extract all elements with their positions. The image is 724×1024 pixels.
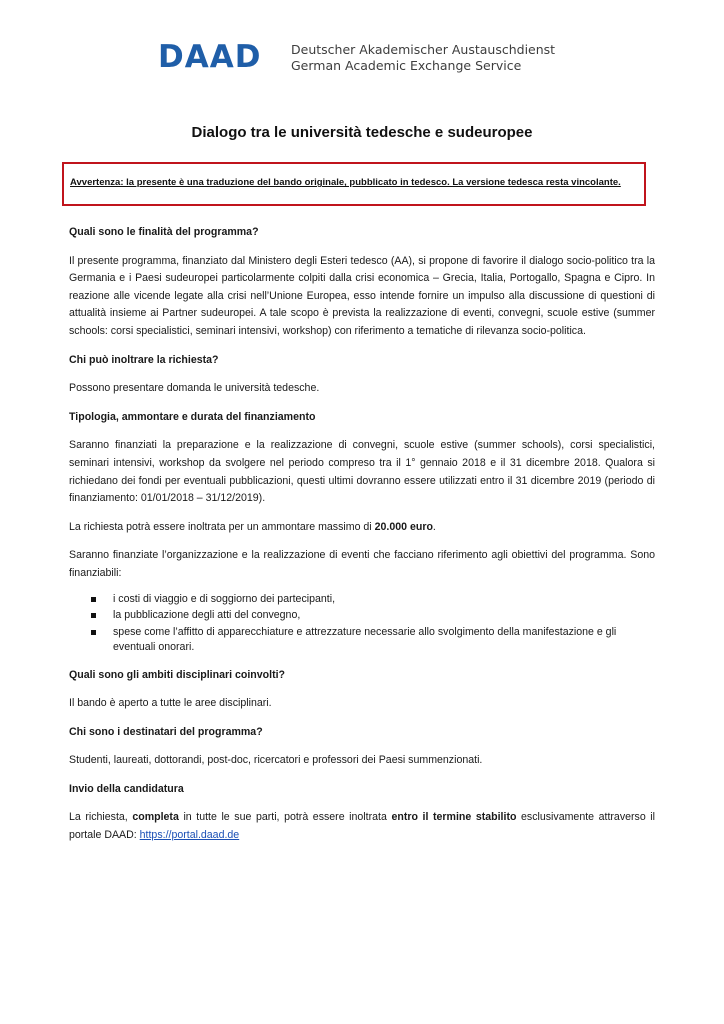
application-bold-deadline: entro il termine stabilito [391, 811, 517, 824]
funding-amount-value: 20.000 euro [374, 520, 433, 533]
list-item: spese come l’affitto di apparecchiature e attrezzature necessarie allo svolgimento della manifestazione e gli eventuali onorari. [113, 625, 655, 656]
heading-disciplines: Quali sono gli ambiti disciplinari coinvolti? [69, 668, 286, 681]
application-text-post: esclusivamente attraverso il portale DAAD: [69, 811, 656, 842]
paragraph-application [69, 809, 655, 844]
document-title: Dialogo tra le università tedesche e sudeuropee [191, 124, 533, 141]
heading-who: Chi può inoltrare la richiesta? [69, 353, 219, 366]
list-item: i costi di viaggio e di soggiorno dei partecipanti, [113, 592, 655, 608]
logo-tagline [291, 42, 555, 73]
heading-goals: Quali sono le finalità del programma? [69, 226, 259, 238]
heading-application: Invio della candidatura [69, 782, 184, 795]
tagline-english: German Academic Exchange Service [291, 57, 522, 73]
list-item: la pubblicazione degli atti del convegno, [113, 608, 655, 624]
daad-logo: DAAD [158, 39, 262, 75]
translation-warning-text: Avvertenza: la presente è una traduzione del bando originale, pubblicato in tedesco. La versione tedesca resta vincolante. [70, 177, 621, 188]
funding-amount-pre: La richiesta potrà essere inoltrata per un ammontare massimo di [69, 520, 375, 533]
paragraph-goals: Il presente programma, finanziato dal Ministero degli Esteri tedesco (AA), si propone di favorire il dialogo socio-politico tra la Germania e i Paesi sudeuropei particolarmente colpiti dalla crisi economica – Grecia, Italia, Portogallo, Spagna e Cipro. In reazione alle vicende legate alla crisi nell’Unione Europea, esso intende fornire un impulso alla discussione di questioni di attualità insieme ai Partner sudeuropei. A tale scopo è prevista la realizzazione di eventi, convegni, scuole estive (summer schools: corsi specialistici, seminari intensivi, workshop) con riferimento a tematiche di rilevanza socio-politica. [69, 254, 655, 337]
translation-warning-box [62, 162, 646, 206]
application-text-mid: in tutte le sue parti, potrà essere inoltrata [178, 811, 392, 824]
paragraph-funding-period: Saranno finanziati la preparazione e la realizzazione di convegni, scuole estive (summer schools), corsi specialistici, seminari intensivi, workshop da svolgere nel periodo compreso tra il 1° gennaio 2018 e il 31 dicembre 2018. Qualora si richiedano dei fondi per eventuali pubblicazioni, questi ultimi dovranno essere utilizzati entro il 31 dicembre 2019 (periodo di finanziamento: 01/01/2018 – 31/12/2019). [69, 439, 655, 505]
heading-recipients: Chi sono i destinatari del programma? [69, 725, 263, 738]
paragraph-funding-eligible: Saranno finanziate l’organizzazione e la realizzazione di eventi che facciano riferimento agli obiettivi del programma. Sono finanziabili: [69, 549, 655, 579]
tagline-german: Deutscher Akademischer Austauschdienst [291, 42, 556, 57]
application-bold-complete: completa [132, 811, 179, 824]
document-body [69, 224, 655, 856]
paragraph-disciplines: Il bando è aperto a tutte le aree disciplinari. [69, 697, 272, 710]
application-text-pre: La richiesta, [69, 811, 133, 824]
paragraph-recipients: Studenti, laureati, dottorandi, post-doc, ricercatori e professori dei Paesi summenzionati. [69, 754, 483, 767]
paragraph-funding-amount [69, 519, 655, 537]
paragraph-who: Possono presentare domanda le università tedesche. [69, 382, 320, 395]
heading-funding: Tipologia, ammontare e durata del finanziamento [69, 410, 316, 423]
eligible-costs-list [69, 592, 655, 656]
daad-portal-link[interactable]: https://portal.daad.de [139, 829, 240, 842]
funding-amount-post: . [432, 520, 436, 533]
